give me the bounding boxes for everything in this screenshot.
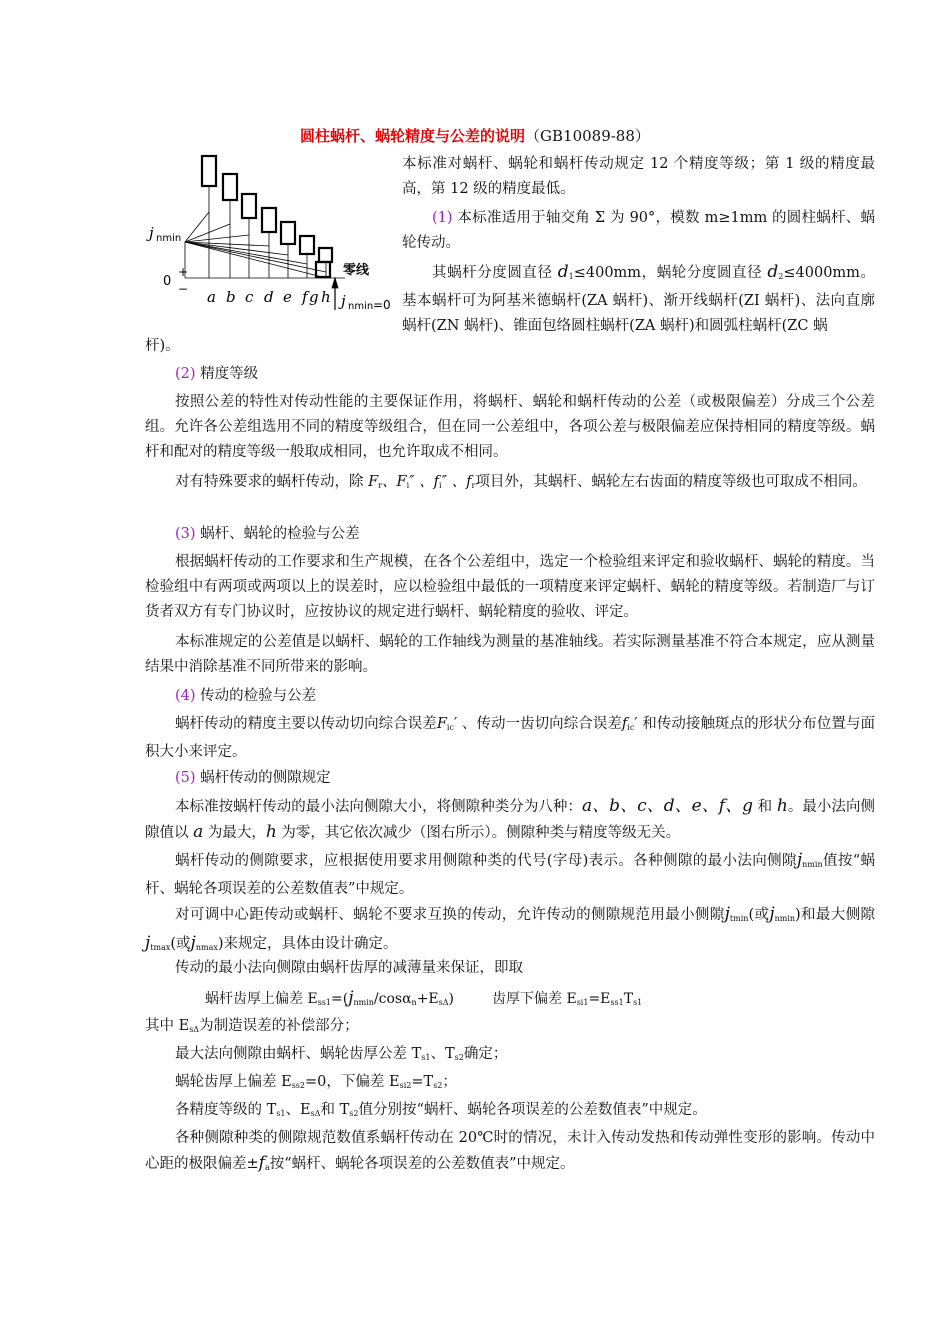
box-a [202, 156, 216, 186]
intro-paragraph-3-tail: 杆)。 [145, 338, 180, 354]
box-d [262, 208, 276, 232]
label-jnmin: j [149, 224, 154, 242]
letter-d: d [264, 288, 274, 306]
title-standard-code: （GB10089-88） [525, 127, 650, 145]
section-3-paragraph-2: 本标准规定的公差值是以蜗杆、蜗轮的工作轴线为测量的基准轴线。若实际测量基准不符合本规定，应从测量结果中消除基准不同所带来的影响。 [145, 634, 875, 675]
label-bottom-eq: =0 [373, 298, 391, 312]
section-2-paragraph-1: 按照公差的特性对传动性能的主要保证作用，将蜗杆、蜗轮和蜗杆传动的公差（或极限偏差）分成三个公差组。允许各公差组选用不同的精度等级组合，但在同一公差组中，各项公差与极限偏差应保持相同的精度等级。蜗杆和配对的精度等级一般取成相同，也允许取成不相同。 [145, 394, 875, 460]
box-f [300, 236, 314, 254]
section-5-paragraph-1: 本标准按蜗杆传动的最小法向侧隙大小，将侧隙种类分为八种：a、b、c、d、e、f、g 和 h。最小法向侧隙值以 a 为最大，h 为零，其它依次减少（图右所示）。侧隙种类与精度等级无关。 [145, 796, 876, 842]
title-main: 圆柱蜗杆、蜗轮精度与公差的说明 [300, 127, 526, 145]
letter-g: g [309, 288, 319, 306]
intro-paragraph-1: 本标准对蜗杆、蜗轮和蜗杆传动规定 12 个精度等级；第 1 级的精度最高，第 12 级的精度最低。 [402, 156, 875, 197]
label-zero: 0 [163, 274, 172, 289]
letter-b: b [226, 288, 236, 306]
box-g [319, 248, 332, 262]
section-5-heading: (5) 蜗杆传动的侧隙规定 [175, 770, 331, 786]
section-number-1: (1) [432, 210, 453, 226]
intro-paragraph-3: 其蜗杆分度圆直径 $d_1\le 400mm$，蜗轮分度圆直径 $d_2\le 4000mm$。基本蜗杆可为阿基米德蜗杆(ZA 蜗杆)、渐开线蜗杆(ZI 蜗杆)、法向直廓蜗杆(ZN 蜗杆)、锥面包络圆柱蜗杆(ZA 蜗杆)和圆弧柱蜗杆(ZC 蜗 [402, 262, 875, 334]
section-3-paragraph-1: 根据蜗杆传动的工作要求和生产规模，在各个公差组中，选定一个检验组来评定和验收蜗杆、蜗轮的精度。当检验组中有两项或两项以上的误差时，应以检验组中最低的一项精度来评定蜗杆、蜗轮的精度等级。若制造厂与订货者双方有专门协议时，应按协议的规定进行蜗杆、蜗轮精度的验收、评定。 [145, 554, 875, 620]
backlash-boxes [202, 156, 332, 277]
thickness-formula: 蜗杆齿厚上偏差 $E_{ss1}=(j_{nmin}/\cos\alpha_n+E_{s\Delta})$ 齿厚下偏差 $E_{si1}=E_{ss1}T_{s1}$ [205, 988, 643, 1008]
section-5-paragraph-4: 传动的最小法向侧隙由蜗杆齿厚的减薄量来保证，即取 [175, 960, 523, 976]
section-5-paragraph-2: 蜗杆传动的侧隙要求，应根据使用要求用侧隙种类的代号(字母)表示。各种侧隙的最小法向侧隙$j_{nmin}$值按“蜗杆、蜗轮各项误差的公差数值表”中规定。 [145, 850, 875, 897]
label-zero-line: 零线 [343, 263, 370, 278]
section-4-paragraph-1: 蜗杆传动的精度主要以传动切向综合误差$F_{ic}'$ 、传动一齿切向综合误差$f_{ic}'$ 和传动接触斑点的形状分布位置与面积大小来评定。 [145, 716, 875, 760]
letter-a: a [207, 288, 216, 306]
section-3-heading: (3) 蜗杆、蜗轮的检验与公差 [175, 526, 360, 542]
label-plus: + [178, 265, 189, 279]
section-2-heading: (2) 精度等级 [175, 366, 259, 382]
section-5-paragraph-9: 各种侧隙种类的侧隙规范数值系蜗杆传动在 20℃时的情况，未计入传动发热和传动弹性变形的影响。传动中心距的极限偏差$\pm f_a$按“蜗杆、蜗轮各项误差的公差数值表”中规定。 [145, 1130, 875, 1173]
section-5-paragraph-5: 其中 $E_{s\Delta}$为制造误差的补偿部分； [145, 1018, 359, 1034]
section-5-paragraph-8: 各精度等级的 $T_{s1}$、$E_{s\Delta}$和 $T_{s2}$值分别按“蜗杆、蜗轮各项误差的公差数值表”中规定。 [175, 1102, 707, 1118]
box-c [242, 194, 256, 218]
letter-c: c [245, 288, 254, 306]
box-e [281, 222, 295, 244]
section-2-paragraph-2: 对有特殊要求的蜗杆传动，除 $F_r$、$F_i''$ 、$f_i''$ 、$f_r$项目外，其蜗杆、蜗轮左右齿面的精度等级也可取成不相同。 [175, 474, 867, 490]
label-bottom-j: j [341, 292, 346, 310]
backlash-diagram [145, 150, 395, 320]
label-minus: − [178, 282, 189, 296]
section-4-heading: (4) 传动的检验与公差 [175, 688, 317, 704]
section-5-paragraph-7: 蜗轮齿厚上偏差 $E_{ss2}=0$，下偏差 $E_{si2}=T_{s2}$； [175, 1074, 457, 1090]
section-5-paragraph-3: 对可调中心距传动或蜗杆、蜗轮不要求互换的传动，允许传动的侧隙规范用最小侧隙$j_{tmin}$(或$j_{nmin}$)和最大侧隙$j_{tmax}$(或$j_{nmax}$)来规定，具体由设计确定。 [145, 904, 875, 953]
letter-h: h [321, 288, 331, 306]
letter-e: e [283, 288, 292, 306]
label-jnmin-sub: nmin [156, 233, 182, 244]
section-5-paragraph-6: 最大法向侧隙由蜗杆、蜗轮齿厚公差 $T_{s1}$、$T_{s2}$确定； [175, 1046, 508, 1062]
intro-paragraph-2: (1) 本标准适用于轴交角 Σ 为 90°，模数 m≥1mm 的圆柱蜗杆、蜗轮传动。 [402, 210, 875, 251]
page-title [300, 125, 650, 146]
label-bottom-sub: nmin [348, 301, 374, 312]
box-b [223, 174, 237, 200]
letter-f: f [302, 288, 308, 306]
box-h [316, 262, 330, 277]
